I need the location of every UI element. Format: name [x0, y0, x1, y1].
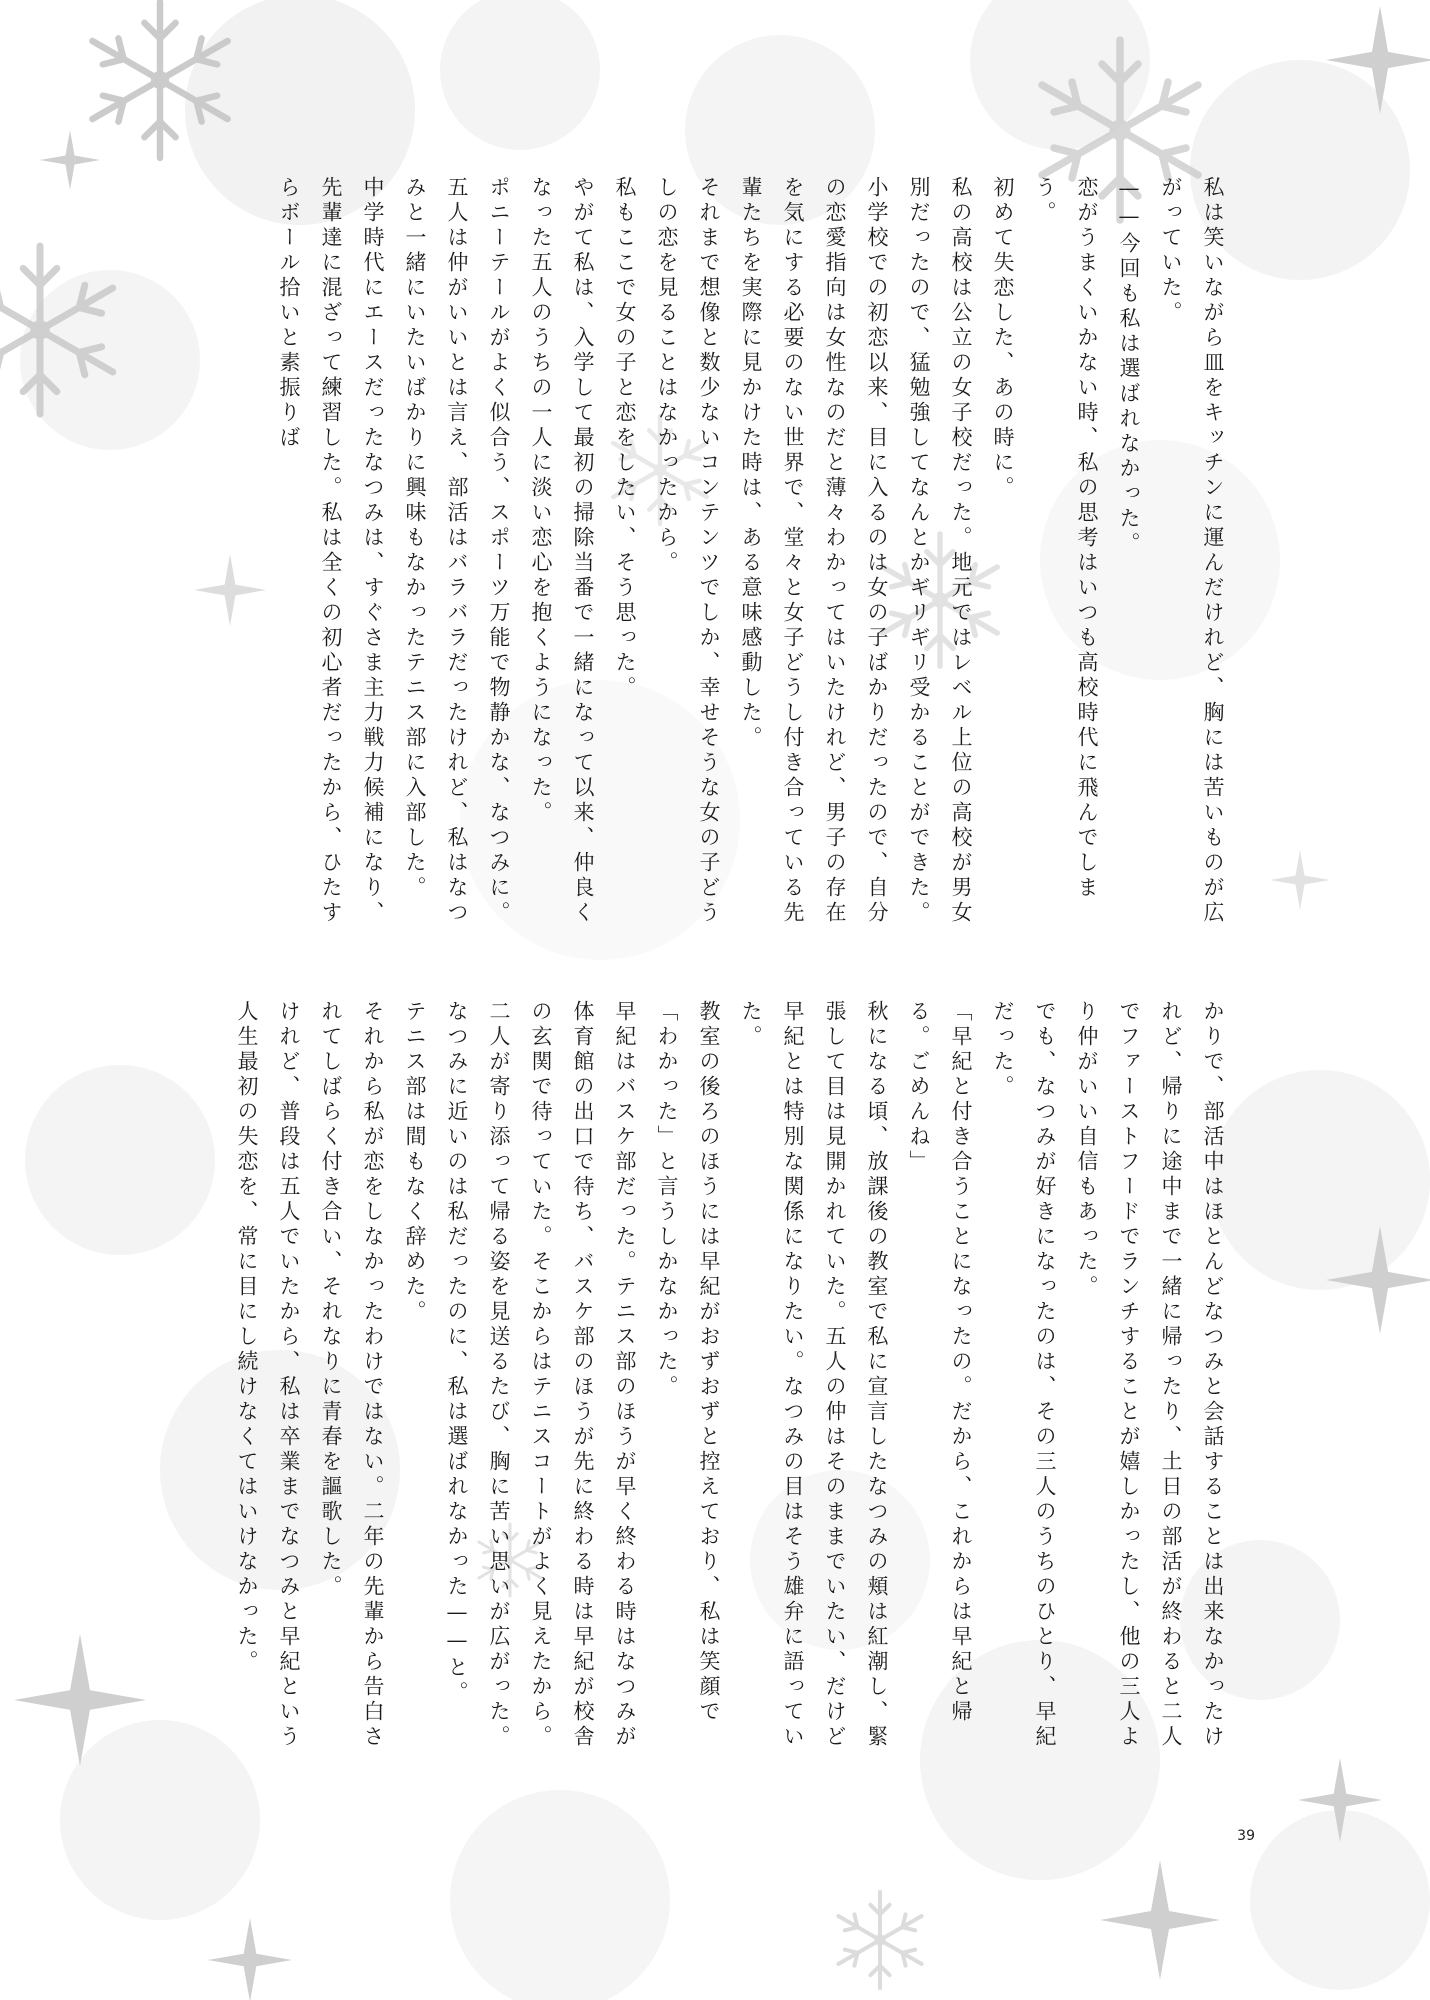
paragraph: それから私が恋をしなかったわけではない。二年の先輩から告白されてしばらく付き合い、それなりに青春を謳歌した。: [319, 1000, 385, 1750]
paragraph: 秋になる頃、放課後の教室で私に宣言したなつみの頬は紅潮し、緊張して目は見開かれていた。五人の仲はそのままでいたい、だけど早紀とは特別な関係になりたい。なつみの目はそう雄弁に語っていた。: [739, 1000, 889, 1750]
paragraph: やがて私は、入学して最初の掃除当番で一緒になって以来、仲良くなった五人のうちの一人に淡い恋心を抱くようになった。: [529, 176, 595, 926]
paragraph: 私は笑いながら皿をキッチンに運んだけれど、胸には苦いものが広がっていた。: [1159, 176, 1225, 926]
paragraph: 「早紀と付き合うことになったの。だから、これからは早紀と帰る。ごめんね」: [907, 1000, 973, 1725]
paragraph: 私もここで女の子と恋をしたい、そう思った。: [613, 176, 637, 701]
star-icon: [208, 1918, 292, 2000]
upper-text-block: [184, 176, 1234, 940]
paragraph: 恋がうまくいかない時、私の思考はいつも高校時代に飛んでしまう。: [1033, 176, 1099, 901]
paragraph: 小学校での初恋以来、目に入るのは女の子ばかりだったので、自分の恋愛指向は女性なのだと薄々わかってはいたけれど、男子の存在を気にする必要のない世界で、堂々と女子どうし付き合っている先輩たちを実際に見かけた時は、ある意味感動した。: [739, 176, 889, 926]
paragraph: 早紀はバスケ部だった。テニス部のほうが早く終わる時はなつみが体育館の出口で待ち、バスケ部のほうが先に終わる時は早紀が校舎の玄関で待っていた。そこからはテニスコートがよく見えたから。: [529, 1000, 637, 1750]
paragraph: かりで、部活中はほとんどなつみと会話することは出来なかったけれど、帰りに途中まで一緒に帰ったり、土日の部活が終わると二人でファーストフードでランチすることが嬉しかったし、他の三人より仲がいい自信もあった。: [1075, 1000, 1225, 1750]
paragraph: なつみに近いのは私だったのに、私は選ばれなかった——と。: [445, 1000, 469, 1706]
lower-text-block: [224, 1000, 1234, 1764]
paragraph: ポニーテールがよく似合う、スポーツ万能で物静かな、なつみに。: [487, 176, 511, 926]
paragraph: 私の高校は公立の女子校だった。地元ではレベル上位の高校が男女別だったので、猛勉強してなんとかギリギリ受かることができた。: [907, 176, 973, 926]
page-number: 39: [1237, 1828, 1255, 1844]
paragraph: 五人は仲がいいとは言え、部活はバラバラだったけれど、私はなつみと一緒にいたいばかりに興味もなかったテニス部に入部した。: [403, 176, 469, 926]
paragraph: 教室の後ろのほうには早紀がおずおずと控えており、私は笑顔で「わかった」と言うしかなかった。: [655, 1000, 721, 1725]
paragraph: 中学時代にエースだったなつみは、すぐさま主力戦力候補になり、先輩達に混ざって練習した。私は全くの初心者だったから、ひたすらボール拾いと素振りば: [277, 176, 385, 926]
paragraph: けれど、普段は五人でいたから、私は卒業までなつみと早紀という人生最初の失恋を、常に目にし続けなくてはいけなかった。: [235, 1000, 301, 1750]
star-icon: [1100, 1860, 1220, 1980]
snowflake-icon: [838, 1892, 921, 1988]
paragraph: ——今回も私は選ばれなかった。: [1117, 176, 1141, 557]
paragraph: 初めて失恋した、あの時に。: [991, 176, 1015, 501]
paragraph: それまで想像と数少ないコンテンツでしか、幸せそうな女の子どうしの恋を見ることはなかったから。: [655, 176, 721, 926]
star-icon: [40, 130, 100, 190]
paragraph: 二人が寄り添って帰る姿を見送るたび、胸に苦い思いが広がった。: [487, 1000, 511, 1750]
paragraph: テニス部は間もなく辞めた。: [403, 1000, 427, 1325]
paragraph: でも、なつみが好きになったのは、その三人のうちのひとり、早紀だった。: [991, 1000, 1057, 1750]
star-icon: [1270, 850, 1330, 910]
